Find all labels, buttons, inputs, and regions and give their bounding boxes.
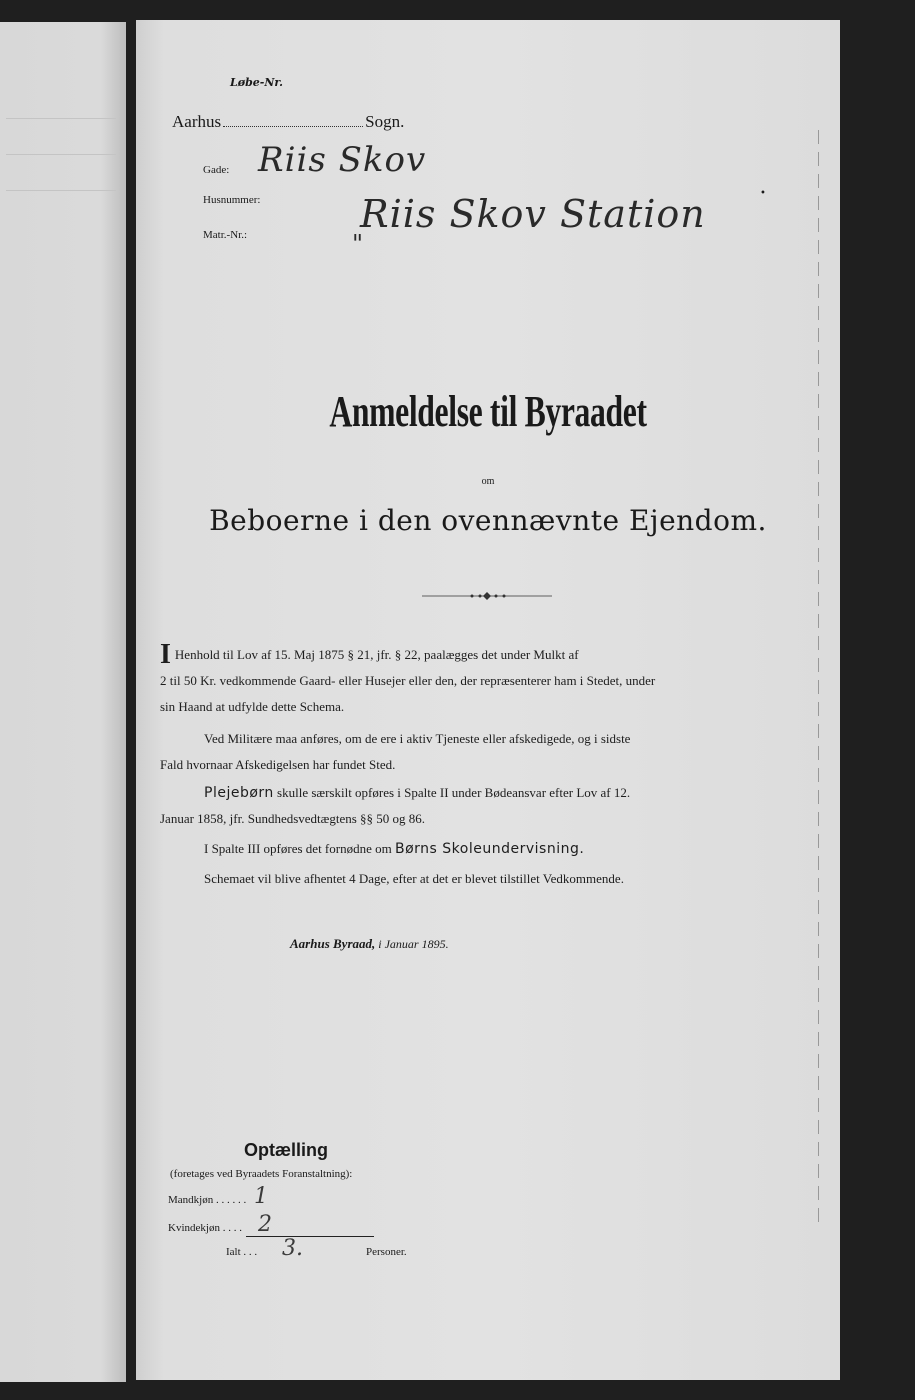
school-text-start: I Spalte III opføres det fornødne om xyxy=(204,841,392,856)
paragraph-school xyxy=(160,836,810,862)
optaelling-subtitle: (foretages ved Byraadets Foranstaltning): xyxy=(170,1168,353,1180)
husnummer-handwritten-value: Riis Skov Station xyxy=(360,192,706,236)
city-name: Aarhus xyxy=(172,112,222,131)
foster-text-rest: skulle særskilt opføres i Spalte II under Bødeansvar efter Lov af 12. xyxy=(277,785,631,800)
kvindekjon-label: Kvindekjøn . . . . xyxy=(168,1222,242,1234)
ornament-divider xyxy=(422,590,552,602)
law-text-2: 2 til 50 Kr. vedkommende Gaard- eller Husejer eller den, der repræsenterer ham i Stedet, under xyxy=(160,673,656,688)
matr-handwritten-value: " xyxy=(352,230,365,258)
foster-text-2: Januar 1858, jfr. Sundhedsvedtægtens §§ 50 og 86. xyxy=(160,811,426,826)
paragraph-military xyxy=(160,726,810,778)
document-page xyxy=(136,20,840,1380)
ialt-handwritten-value: 3. xyxy=(282,1236,303,1261)
signature-authority: Aarhus Byraad, xyxy=(290,936,376,951)
margin-dashed-rule xyxy=(818,130,819,1230)
gade-handwritten-value: Riis Skov xyxy=(258,140,427,180)
ialt-label: Ialt . . . xyxy=(226,1246,258,1258)
kvindekjon-handwritten-value: 2 xyxy=(258,1212,272,1237)
facing-page-line xyxy=(6,154,116,155)
matr-label: Matr.-Nr.: xyxy=(203,229,247,241)
law-text-1: Henhold til Lov af 15. Maj 1875 § 21, jfr. § 22, paalægges det under Mulkt af xyxy=(174,647,579,662)
paragraph-law-line1 xyxy=(160,639,810,670)
optaelling-title: Optælling xyxy=(244,1140,328,1160)
school-text xyxy=(160,836,810,862)
mandkjon-label: Mandkjøn . . . . . . xyxy=(168,1194,247,1206)
husnummer-label: Husnummer: xyxy=(203,194,261,206)
paragraph-collection xyxy=(160,866,810,892)
parish-fill-dots xyxy=(223,112,363,127)
paragraph-foster xyxy=(160,780,810,832)
foster-text-1 xyxy=(160,780,810,806)
gade-label: Gade: xyxy=(203,164,230,176)
sogn-label: Sogn. xyxy=(365,112,405,131)
ink-dot: • xyxy=(760,188,766,199)
plejeborn-emphasis: Plejebørn xyxy=(204,785,274,801)
parish-line xyxy=(172,112,404,132)
military-text-2: Fald hvornaar Afskedigelsen har fundet Sted. xyxy=(160,757,396,772)
mandkjon-handwritten-value: 1 xyxy=(254,1184,268,1209)
facing-page xyxy=(0,22,126,1382)
signature-line xyxy=(290,936,449,952)
school-emphasis: Børns Skoleundervisning. xyxy=(394,841,585,857)
title-connector: om xyxy=(481,476,495,487)
military-text-1: Ved Militære maa anføres, om de ere i aktiv Tjeneste eller afskedigede, og i sidste xyxy=(204,731,631,746)
law-text-3: sin Haand at udfylde dette Schema. xyxy=(160,699,345,714)
loebe-nr-label: Løbe-Nr. xyxy=(230,76,283,89)
document-title: Anmeldelse til Byraadet xyxy=(329,387,647,436)
personer-label: Personer. xyxy=(366,1246,407,1258)
collection-text: Schemaet vil blive afhentet 4 Dage, efter at det er blevet tilstillet Vedkommende. xyxy=(204,871,624,886)
facing-page-line xyxy=(6,190,116,191)
document-subtitle: Beboerne i den ovennævnte Ejendom. xyxy=(209,504,767,537)
signature-date: i Januar 1895. xyxy=(378,937,449,951)
paragraph-law xyxy=(160,639,810,720)
facing-page-line xyxy=(6,118,116,119)
drop-cap: I xyxy=(160,639,171,670)
